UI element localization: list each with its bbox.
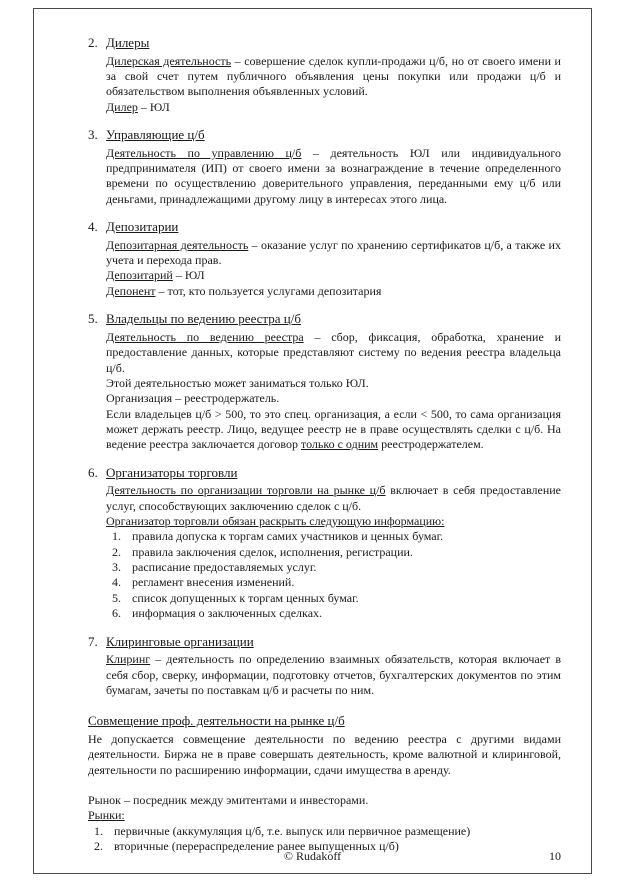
- paragraph: [106, 268, 561, 283]
- paragraph: [106, 514, 561, 529]
- section: [88, 35, 561, 115]
- list-item-text: вторичные (перераспределение ранее выпущенных ц/б): [114, 839, 399, 854]
- section-body: [106, 330, 561, 453]
- list-item: [112, 529, 561, 544]
- subheading: [88, 713, 561, 730]
- list-item-text: регламент внесения изменений.: [132, 575, 295, 590]
- underlined-term: Совмещение проф. деятельности на рынке ц/б: [88, 713, 345, 729]
- underlined-term: Депозитарий: [106, 268, 173, 283]
- list-item: [112, 591, 561, 606]
- paragraph: [88, 793, 561, 808]
- list-item-number: 1.: [94, 823, 103, 838]
- text-run: – совершение сделок купли-продажи ц/б, но от своего имени и за свой счет путем публичного объявления цены покупки или продажи ц/б и обязательством выполнения объявленных условий.: [106, 53, 561, 99]
- paragraph: [106, 54, 561, 100]
- section: [88, 634, 561, 699]
- text-run: – тот, кто пользуется услугами депозитария: [155, 283, 382, 298]
- underlined-term: Депонент: [106, 283, 156, 298]
- list-item-number: 3.: [112, 560, 121, 575]
- section: [88, 127, 561, 207]
- list-item-text: расписание предоставляемых услуг.: [132, 560, 317, 575]
- section-heading: [88, 35, 561, 52]
- text-run: – деятельность по определению взаимных обязательств, которая включает в себя сбор, сверку, информации, подготовку отчетов, бухгалтерских документов по этим бумагам, зачеты по поставкам ц/б и расчеты по ним.: [106, 652, 561, 697]
- list-item-text: список допущенных к торгам ценных бумаг.: [132, 590, 359, 605]
- underlined-term: Дилерская деятельность: [106, 53, 232, 68]
- section-number: 2.: [88, 35, 98, 50]
- list-item-number: 6.: [112, 606, 121, 621]
- section-title: Владельцы по ведению реестра ц/б: [106, 311, 301, 327]
- paragraph: [106, 376, 561, 391]
- section-heading: [88, 127, 561, 144]
- paragraph: [106, 330, 561, 376]
- text-run: – ЮЛ: [137, 99, 170, 114]
- section-title: Управляющие ц/б: [106, 127, 205, 143]
- section: [88, 219, 561, 299]
- list-item-number: 4.: [112, 575, 121, 590]
- paragraph: [106, 238, 561, 269]
- list-item-number: 2.: [94, 839, 103, 854]
- text-run: – деятельность ЮЛ или индивидуального предпринимателя (ИП) от своего имени за вознаграждение в течение определенного времени по осуществлению доверительного управления, переданными ему ц/б или деньгами, принадлежащими другому лицу в интересах этого лица.: [106, 145, 562, 206]
- section-heading: [88, 465, 561, 482]
- list-item-text: информация о заключенных сделках.: [132, 606, 323, 621]
- section-number: 6.: [88, 464, 98, 480]
- paragraph: [106, 284, 561, 299]
- section-body: [106, 483, 561, 621]
- text-run: – сбор, фиксация, обработка, хранение и предоставление данных, которые представляют систему по ведения реестра владельца ц/б.: [106, 329, 561, 375]
- content: [88, 35, 561, 854]
- section-title: Дилеры: [106, 35, 150, 50]
- section-heading: [88, 219, 561, 236]
- list-item-text: первичные (аккумуляция ц/б, т.е. выпуск или первичное размещение): [114, 823, 471, 838]
- text-run: Рынок – посредник между эмитентами и инвесторами.: [88, 792, 369, 807]
- underlined-term: Дилер: [106, 99, 138, 114]
- text-run: – оказание услуг по хранению сертификатов ц/б, а также их учета и перехода прав.: [106, 237, 561, 268]
- paragraph: [106, 100, 561, 115]
- section-title: Клиринговые организации: [106, 633, 254, 649]
- underlined-term: Депозитарная деятельность: [106, 237, 249, 252]
- section-heading: [88, 311, 561, 328]
- paragraph: [88, 808, 561, 823]
- list-item-text: правила заключения сделок, исполнения, регистрации.: [132, 544, 413, 559]
- underlined-term: только с одним: [301, 437, 379, 452]
- list-item: [94, 824, 561, 839]
- paragraph: [106, 146, 561, 207]
- section-number: 3.: [88, 127, 98, 143]
- blank-line: [88, 778, 561, 793]
- underlined-term: Деятельность по ведению реестра: [106, 329, 304, 344]
- paragraph: [106, 652, 561, 698]
- underlined-term: Клиринг: [106, 652, 151, 667]
- paragraph: [106, 483, 561, 514]
- section-number: 5.: [88, 311, 98, 327]
- section-body: [106, 238, 561, 299]
- underlined-term: Деятельность по управлению ц/б: [106, 145, 302, 160]
- paragraph: [106, 391, 561, 406]
- text-run: Организация – реестродержатель.: [106, 391, 280, 406]
- list-item: [112, 545, 561, 560]
- section-body: [106, 146, 561, 207]
- section-heading: [88, 634, 561, 651]
- underlined-term: Деятельность по организации торговли на рынке ц/б: [106, 483, 386, 498]
- text-run: реестродержателем.: [378, 437, 484, 452]
- paragraph: [88, 732, 561, 778]
- list-item-text: правила допуска к торгам самих участников и ценных бумаг.: [132, 529, 444, 544]
- copyright: © Rudakoff: [283, 849, 342, 863]
- text-run: Не допускается совмещение деятельности по ведению реестра с другими видами деятельности. Биржа не в праве совершать деятельность, кроме валютной и клиринговой, деятельности по расширению информации, сдачи имущества в аренду.: [88, 731, 561, 777]
- underlined-term: Организатор торговли обязан раскрыть следующую информацию:: [106, 514, 445, 529]
- section-number: 4.: [88, 219, 98, 235]
- section: [88, 311, 561, 453]
- numbered-list: [112, 529, 561, 621]
- section-number: 7.: [88, 633, 98, 649]
- list-item-number: 2.: [112, 544, 121, 559]
- list-item: [112, 560, 561, 575]
- text-run: Этой деятельностью может заниматься только ЮЛ.: [106, 375, 369, 390]
- list-item: [112, 606, 561, 621]
- section-body: [106, 54, 561, 115]
- page-number: 10: [549, 849, 561, 863]
- section-body: [106, 652, 561, 698]
- section-title: Организаторы торговли: [106, 464, 238, 480]
- paragraph: [106, 407, 561, 453]
- text-run: – ЮЛ: [172, 268, 205, 283]
- list-item-number: 1.: [112, 529, 121, 544]
- list-item: [112, 575, 561, 590]
- text-run: включает в себя предоставление услуг, способствующих заключению сделок с ц/б.: [106, 483, 561, 513]
- list-item-number: 5.: [112, 590, 121, 605]
- underlined-term: Рынки:: [88, 808, 125, 823]
- text-run: Если владельцев ц/б > 500, то это спец. организация, а если < 500, то сама организация может держать реестр. Лицо, ведущее реестр не в праве осуществлять сделки с ц/б. На ведение реестра заключается договор: [106, 406, 561, 452]
- section: [88, 465, 561, 622]
- page-border: [33, 8, 592, 874]
- section-title: Депозитарии: [106, 219, 179, 235]
